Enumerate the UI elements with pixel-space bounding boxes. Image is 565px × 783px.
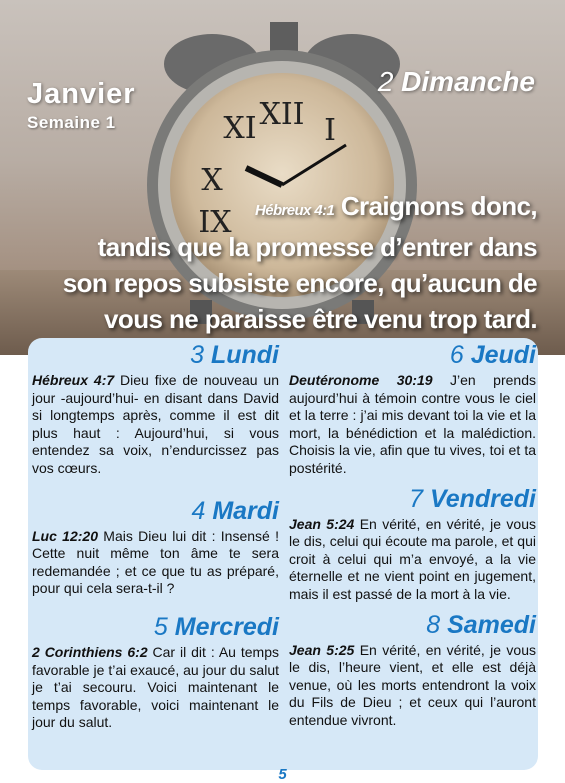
svg-text:XII: XII [259,97,305,132]
sunday-name: Dimanche [401,66,535,97]
day-heading-saturday [289,610,536,640]
month-title: Janvier [27,78,136,110]
header-photo [0,0,565,355]
day-name: Vendredi [429,484,536,513]
reading-wednesday [32,644,279,732]
day-name: Jeudi [470,341,536,369]
reading-reference: Deutéronome 30:19 [289,372,433,388]
day-number: 4 [191,496,206,525]
reading-text: Car il dit : Au temps favorable je t’ai exaucé, au jour du salut je t’ai secouru. Voici maintenant le temps favorable, voici maintenant le jour du salut. [32,643,279,731]
day-name: Mercredi [174,612,279,641]
featured-line-2: tandis que la promesse d’entrer dans [97,232,537,262]
featured-line-4: vous ne paraisse être venu trop tard. [104,304,537,334]
reading-friday [289,516,536,604]
featured-reference: Hébreux 4:1 [254,202,335,219]
reading-text: En vérité, en vérité, je vous le dis, celui qui écoute ma parole, et qui croit à celui qui m’a envoyé, a la vie éternelle et ne vient point en jugement, mais il est passé de la mort à la vie. [289,515,536,602]
reading-text: Mais Dieu lui dit : Insensé ! Cette nuit même ton âme te sera redemandée ; et ce que tu as préparé, pour qui cela sera-t-il ? [32,527,280,597]
svg-text:I: I [324,113,336,148]
reading-reference: 2 Corinthiens 6:2 [32,643,148,660]
reading-reference: Hébreux 4:7 [32,372,115,388]
reading-monday [32,372,279,478]
sunday-number: 2 [377,66,394,97]
day-heading-thursday [289,340,536,370]
reading-saturday [289,642,536,730]
svg-text:XI: XI [223,111,257,146]
featured-line-3: son repos subsiste encore, qu’aucun de [62,268,537,298]
day-number: 7 [409,484,423,513]
right-column [289,340,536,730]
day-heading-wednesday [32,612,279,642]
reading-text: En vérité, en vérité, je vous le dis, l’heure vient, et elle est déjà venue, où les morts entendront la voix du Fils de Dieu ; et ceux qui l’auront entendue vivront. [289,641,536,728]
reading-tuesday [32,528,279,598]
day-heading-friday [289,484,536,514]
reading-text: Dieu fixe de nouveau un jour -aujourd’hui- en disant dans David si longtemps après, comme il est dit plus haut : Aujourd’hui, si vous entendez sa voix, n’endurcissez pas vos cœurs. [32,372,279,476]
day-number: 3 [190,341,205,369]
day-number: 6 [449,341,464,369]
day-name: Samedi [447,610,536,639]
featured-verse [17,188,537,337]
page-number: 5 [278,766,287,783]
day-number: 5 [153,612,168,641]
reading-text: J’en prends aujourd’hui à témoin contre vous le ciel et la terre : j’ai mis devant toi la vie et la mort, la bénédiction et la malédiction. Choisis la vie, afin que tu vives, toi et ta postérité. [289,372,536,476]
day-number: 8 [426,610,441,639]
left-column [32,340,279,732]
reading-reference: Jean 5:25 [289,641,355,658]
svg-text:X: X [201,163,223,198]
day-heading-monday [32,340,279,370]
sunday-heading [378,66,535,98]
reading-reference: Jean 5:24 [289,515,355,532]
reading-reference: Luc 12:20 [32,527,98,544]
week-label: Semaine 1 [27,113,116,132]
svg-text:IX: IX [198,205,232,240]
day-name: Lundi [210,341,279,369]
featured-line-1: Craignons donc, [340,191,537,221]
day-name: Mardi [212,496,279,525]
reading-thursday [289,372,536,478]
day-heading-tuesday [32,496,279,526]
